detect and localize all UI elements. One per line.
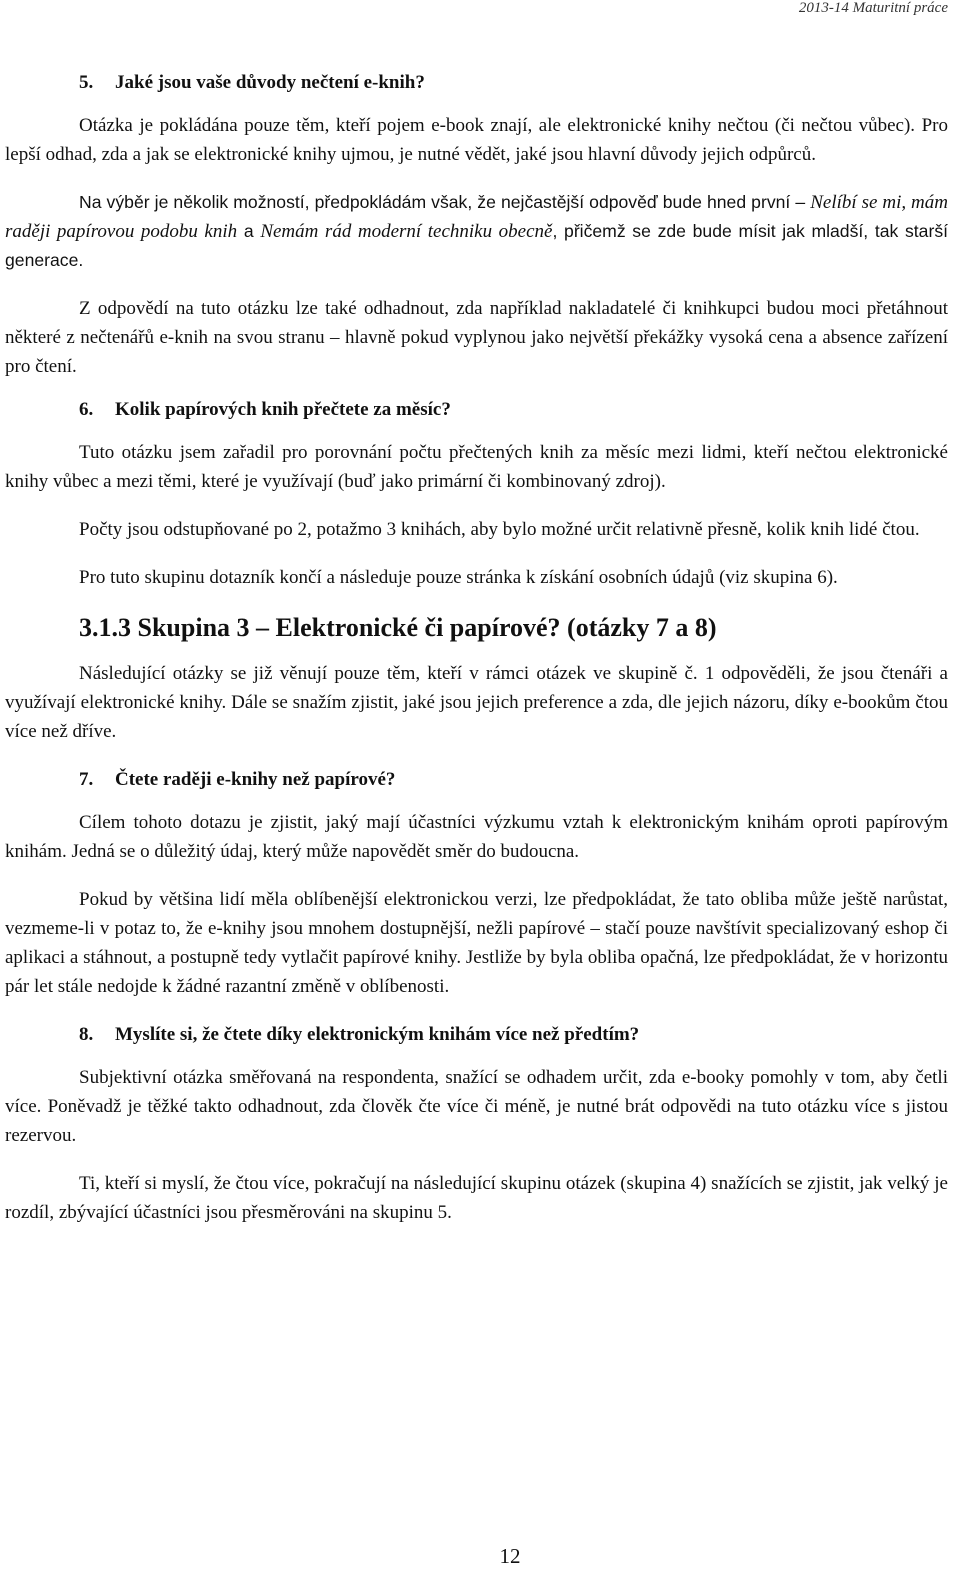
paragraph: Pro tuto skupinu dotazník končí a následuje pouze stránka k získání osobních údajů (viz skupina 6). [79, 567, 838, 588]
paragraph: Subjektivní otázka směřovaná na respondenta, snažící se odhadem určit, zda e-booky pomohly v tom, aby četli více. Poněvadž je těžké takto odhadnout, zda člověk čte více či méně, je nutné brát odpovědi na tuto otázku více s jistou rezervou. [5, 1067, 948, 1146]
paragraph: Ti, kteří si myslí, že čtou více, pokračují na následující skupinu otázek (skupina 4) snažících se zjistit, jak velký je rozdíl, zbývající účastníci jsou přesměrováni na skupinu 5. [5, 1173, 948, 1223]
page-number: 12 [499, 1544, 521, 1568]
section-heading: 3.1.3 Skupina 3 – Elektronické či papírové? (otázky 7 a 8) [79, 613, 717, 642]
question-number: 8. [79, 1024, 94, 1045]
question-title: Myslíte si, že čtete díky elektronickým knihám více než předtím? [115, 1024, 640, 1045]
question-8-heading [5, 1020, 948, 1049]
paragraph: Následující otázky se již věnují pouze těm, kteří v rámci otázek ve skupině č. 1 odpověděli, že jsou čtenáři a využívají elektronické knihy. Dále se snažím zjistit, jaké jsou jejich preference a zda, dle jejich názoru, díky e-bookům čtou více než dříve. [5, 663, 948, 742]
question-6-heading [5, 395, 948, 424]
question-title: Kolik papírových knih přečtete za měsíc? [115, 399, 451, 420]
paragraph: Cílem tohoto dotazu je zjistit, jaký mají účastníci výzkumu vztah k elektronickým knihám oproti papírovým knihám. Jedná se o důležitý údaj, který může napovědět směr do budoucna. [5, 812, 948, 862]
question-title: Jaké jsou vaše důvody nečtení e-knih? [115, 72, 425, 93]
question-5-heading [5, 68, 948, 97]
question-7-heading [5, 765, 948, 794]
paragraph: Z odpovědí na tuto otázku lze také odhadnout, zda například nakladatelé či knihkupci budou moci přetáhnout některé z nečtenářů e-knih na svou stranu – hlavně pokud vyplynou jako největší překážky vysoká cena a absence zařízení pro čtení. [5, 298, 948, 377]
page-body [5, 68, 948, 1227]
question-number: 5. [79, 72, 94, 93]
paragraph: Počty jsou odstupňované po 2, potažmo 3 knihách, aby bylo možné určit relativně přesně, kolik knih lidé čtou. [79, 519, 920, 540]
paragraph: Na výběr je několik možností, předpokládám však, že nejčastější odpověď bude hned první – Nelíbí se mi, mám raději papírovou podobu knih a Nemám rád moderní techniku obecně, přičemž se zde bude mísit jak mladší, tak starší generace. [5, 192, 949, 270]
paragraph: Otázka je pokládána pouze těm, kteří pojem e-book znají, ale elektronické knihy nečtou (či nečtou vůbec). Pro lepší odhad, zda a jak se elektronické knihy ujmou, je nutné vědět, jaké jsou hlavní důvody jejich odpůrců. [5, 115, 948, 165]
question-number: 7. [79, 769, 94, 790]
paragraph: Pokud by většina lidí měla oblíbenější elektronickou verzi, lze předpokládat, že tato obliba může ještě narůstat, vezmeme-li v potaz to, že e-knihy jsou mnohem dostupnější, nežli papírové – stačí pouze navštívit specializovaný eshop či aplikaci a stáhnout, a postupně tedy vytlačit papírové knihy. Jestliže by byla obliba opačná, lze předpokládat, že v horizontu pár let stále nedojde k žádné razantní změně v oblíbenosti. [5, 889, 948, 997]
paragraph: Tuto otázku jsem zařadil pro porovnání počtu přečtených knih za měsíc mezi lidmi, kteří nečtou elektronické knihy vůbec a mezi těmi, které je využívají (buď jako primární či kombinovaný zdroj). [5, 442, 948, 492]
running-header: 2013-14 Maturitní práce [798, 0, 948, 16]
question-title: Čtete raději e-knihy než papírové? [115, 769, 396, 790]
question-number: 6. [79, 399, 94, 420]
